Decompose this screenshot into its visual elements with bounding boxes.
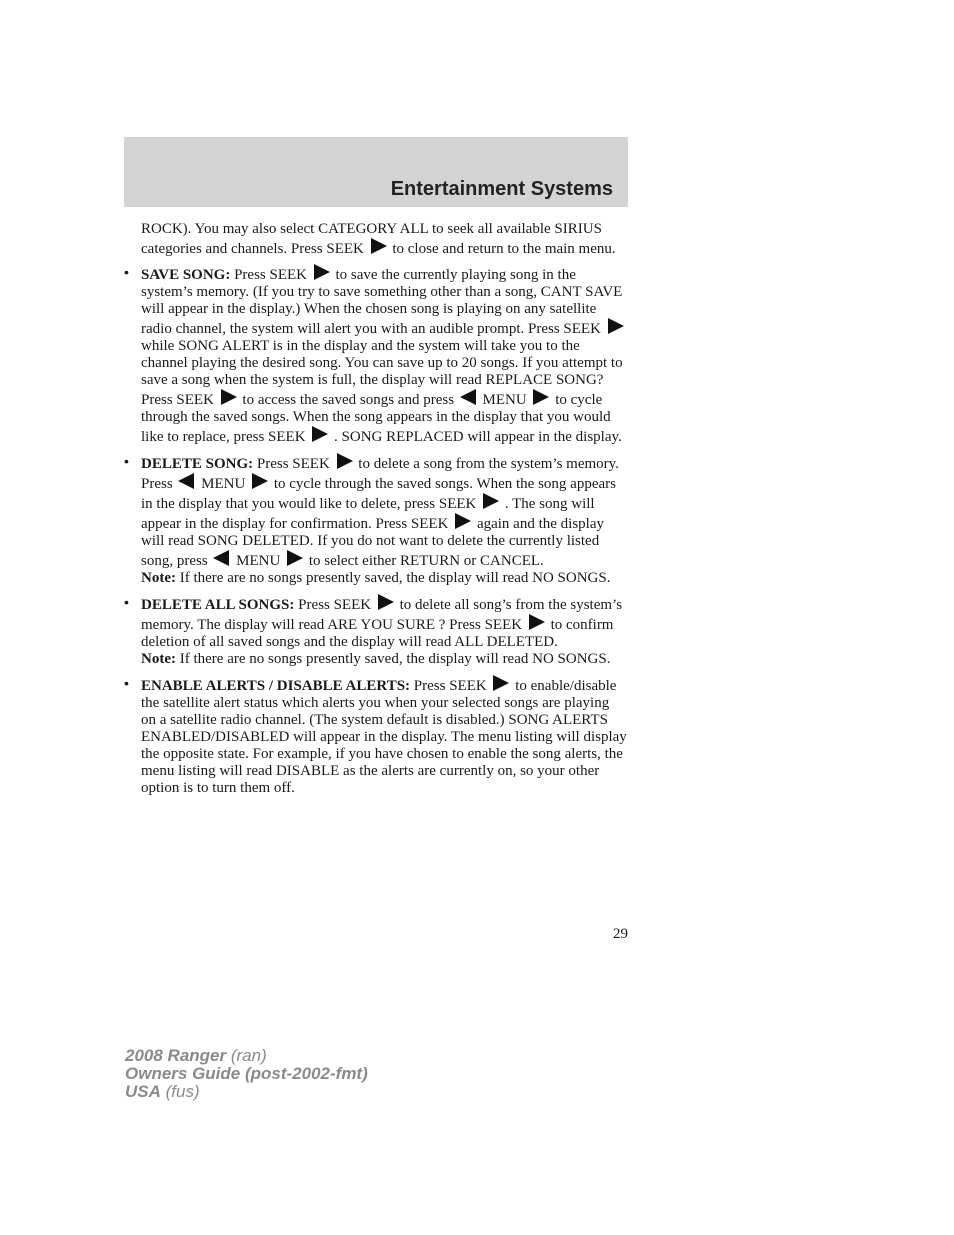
seek-right-icon [371, 238, 387, 254]
item-text: Press SEEK [298, 597, 372, 613]
item-text: again and the display will read SONG DELETED. If you do not want to delete the currently listed song, press [141, 516, 604, 569]
footer-line-2 [125, 1065, 368, 1083]
note-text: If there are no songs presently saved, the display will read NO SONGS. [179, 570, 611, 586]
intro-text: ROCK). You may also select CATEGORY ALL to seek all available SIRIUS categories and channels. Press SEEK [141, 221, 602, 257]
item-text: . SONG REPLACED will appear in the display. [334, 429, 622, 445]
item-text: to cycle through the saved songs. When the song appears in the display that you would like to delete, press SEEK [141, 476, 616, 512]
bullet-dot: • [124, 264, 129, 280]
item-text: Press SEEK [256, 456, 330, 472]
enable-alerts-label: ENABLE ALERTS / DISABLE ALERTS: [141, 678, 411, 694]
note-text: If there are no songs presently saved, the display will read NO SONGS. [179, 651, 611, 667]
item-text: MENU [201, 476, 246, 492]
section-header-band [124, 137, 628, 207]
bullet-dot: • [124, 675, 129, 691]
menu-left-icon [213, 550, 229, 566]
delete-all-songs-item [124, 594, 627, 668]
bullet-dot: • [124, 453, 129, 469]
item-text: to enable/disable the satellite alert status which alerts you when your selected songs are playing on a satellite radio channel. (The system default is disabled.) SONG ALERTS ENABLED/DISABLED will appear in the display. The menu listing will display the opposite state. For example, if you have chosen to enable the song alerts, the menu listing will read DISABLE as the alerts are currently on, so your other option is to turn them off. [141, 678, 627, 796]
item-text: to delete a song from the system’s memory. Press [141, 456, 619, 492]
footer-model: 2008 Ranger [125, 1046, 227, 1065]
seek-right-icon [483, 493, 499, 509]
menu-left-icon [178, 473, 194, 489]
seek-right-icon [312, 426, 328, 442]
seek-right-icon [378, 594, 394, 610]
item-text: to confirm deletion of all saved songs and the display will read ALL DELETED. [141, 617, 614, 650]
bullet-dot: • [124, 594, 129, 610]
seek-right-icon [314, 264, 330, 280]
menu-right-icon [252, 473, 268, 489]
seek-right-icon [455, 513, 471, 529]
seek-right-icon [221, 389, 237, 405]
menu-left-icon [460, 389, 476, 405]
item-text: while SONG ALERT is in the display and the system will take you to the channel playing the desired song. You can save up to 20 songs. If you attempt to save a song when the system is full, the display will read REPLACE SONG? Press SEEK [141, 338, 623, 408]
item-text: to delete all song’s from the system’s memory. The display will read ARE YOU SURE ? Press SEEK [141, 597, 623, 633]
item-text: . The song will appear in the display for confirmation. Press SEEK [141, 496, 595, 532]
seek-right-icon [608, 318, 624, 334]
footer-region-code: (fus) [165, 1082, 200, 1101]
footer-guide: Owners Guide (post-2002-fmt) [125, 1064, 368, 1083]
save-song-item [124, 264, 627, 446]
note-label: Note: [141, 651, 176, 667]
enable-alerts-item [124, 675, 627, 797]
intro-text: to close and return to the main menu. [392, 241, 616, 257]
item-text: to select either RETURN or CANCEL. [308, 553, 544, 569]
section-title: Entertainment Systems [390, 178, 613, 200]
menu-right-icon [533, 389, 549, 405]
item-text: to cycle through the saved songs. When the song appears in the display that you would like to replace, press SEEK [141, 392, 611, 445]
delete-song-item [124, 453, 627, 587]
item-text: Press SEEK [413, 678, 487, 694]
note-label: Note: [141, 570, 176, 586]
footer-model-code: (ran) [230, 1046, 267, 1065]
footer-line-3 [125, 1083, 368, 1101]
save-song-label: SAVE SONG: [141, 267, 231, 283]
menu-right-icon [287, 550, 303, 566]
intro-paragraph [141, 221, 627, 258]
footer-line-1 [125, 1047, 368, 1065]
item-text: to access the saved songs and press [242, 392, 455, 408]
page-number: 29 [613, 926, 628, 942]
page-content [124, 221, 627, 804]
seek-right-icon [493, 675, 509, 691]
footer-region: USA [125, 1082, 161, 1101]
item-text: MENU [482, 392, 527, 408]
seek-right-icon [529, 614, 545, 630]
item-text: to save the currently playing song in the system’s memory. (If you try to save something other than a song, CANT SAVE will appear in the display.) When the chosen song is playing on any satellite radio channel, the system will alert you with an audible prompt. Press SEEK [141, 267, 623, 337]
delete-song-label: DELETE SONG: [141, 456, 254, 472]
delete-all-songs-label: DELETE ALL SONGS: [141, 597, 295, 613]
document-footer [125, 1047, 368, 1101]
item-text: MENU [236, 553, 281, 569]
seek-right-icon [337, 453, 353, 469]
item-text: Press SEEK [234, 267, 308, 283]
